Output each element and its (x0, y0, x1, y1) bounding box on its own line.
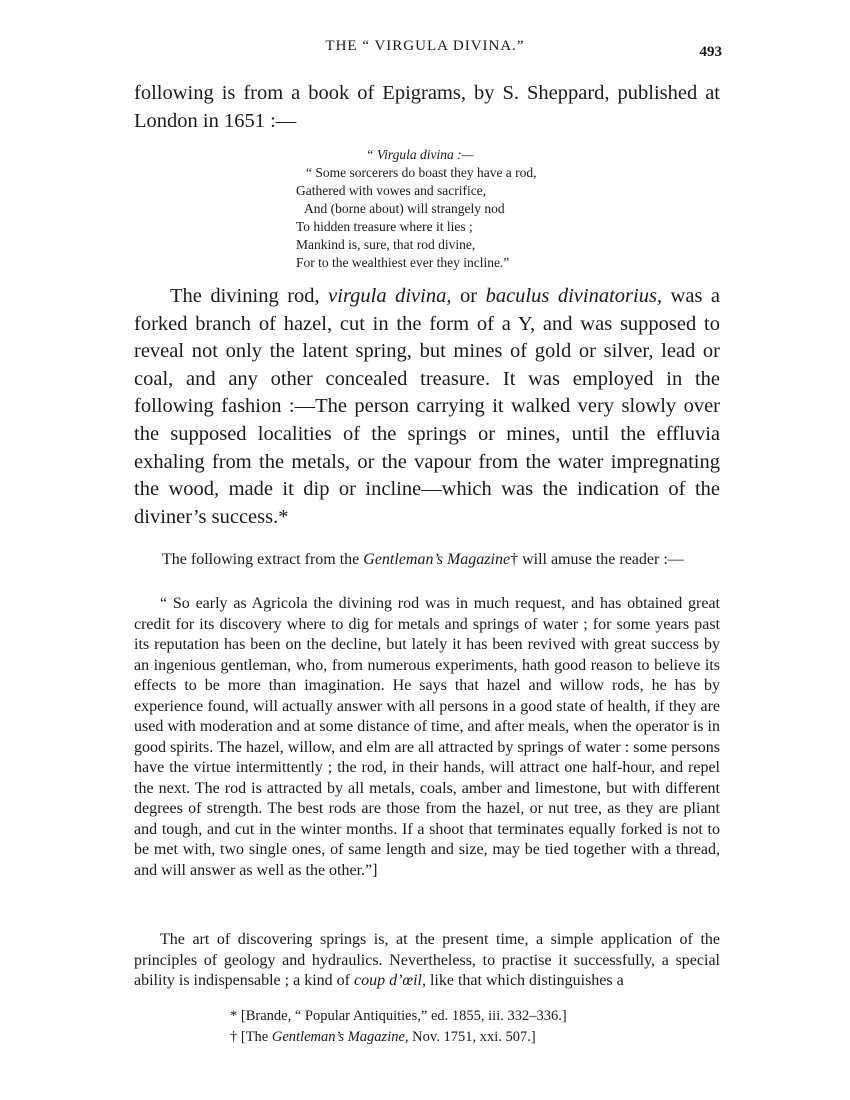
divining-rod-paragraph (134, 283, 720, 531)
extract-text: The following extract from the (162, 551, 364, 568)
intro-paragraph: following is from a book of Epigrams, by S. Sheppard, published at London in 1651 :— (134, 82, 720, 132)
divining-text: was a forked branch of hazel, cut in the form of a Y, and was supposed to reveal not only the latent spring, but mines of gold or silver, lead or coal, and any other concealed treasure. It was employed in the following fashion :—The person carrying it walked very slowly over the supposed localities of the springs or mines, until the effluvia exhaling from the metals, or the vapour from the water impregnating the wood, made it dip or incline—which was the indication of the diviner’s success.* (134, 285, 721, 528)
verse-line: Mankind is, sure, that rod divine, (296, 237, 476, 252)
french-phrase: coup d’œil, (353, 972, 426, 989)
extract-intro-paragraph (134, 550, 720, 571)
page-number: 493 (699, 44, 722, 60)
magazine-title: Gentleman’s Magazine, (271, 1029, 409, 1045)
footnotes (230, 1006, 730, 1048)
divining-text: or (451, 285, 486, 307)
epigram-verse (280, 146, 620, 272)
divining-text: The divining rod, (170, 285, 329, 307)
verse-heading: “ Virgula divina :— (366, 147, 474, 162)
footnote-1: * [Brande, “ Popular Antiquities,” ed. 1855, iii. 332–336.] (230, 1008, 567, 1024)
latin-term: baculus divinatorius, (485, 285, 663, 307)
art-text: like that which distinguishes a (425, 972, 624, 989)
latin-term: virgula divina, (328, 285, 452, 307)
magazine-title: Gentleman’s Magazine (363, 551, 511, 568)
art-text: The art of discovering springs is, at the present time, a simple application of the principles of geology and hydraulics. Nevertheless, to practise it successfully, a special ability is indispensable ; a kind of (134, 931, 720, 989)
extract-text: † will amuse the reader :— (510, 551, 684, 568)
footnote-2 (230, 1027, 730, 1048)
verse-line: For to the wealthiest ever they incline.” (296, 255, 510, 270)
verse-line: Gathered with vowes and sacrifice, (296, 183, 487, 198)
magazine-quote: “ So early as Agricola the divining rod was in much request, and has obtained great credit for its discovery where to dig for metals and springs of water ; for some years past its reputation has been on the decline, but lately it has been revived with great success by an ingenious gentleman, who, from numerous experiments, hath good reason to believe its effects to be more than imagination. He says that hazel and willow rods, he has by experience found, will actually answer with all persons in a good state of health, if they are used with moderation and at some distance of time, and after meals, when the operator is in good spirits. The hazel, willow, and elm are all attracted by springs of water : some persons have the virtue intermittently ; the rod, in their hands, will attract one half-hour, and repel the next. The rod is attracted by all metals, coals, amber and limestone, but with different degrees of strength. The best rods are those from the hazel, or nut tree, as they are pliant and tough, and cut in the winter months. If a shoot that terminates equally forked is not to be met with, two single ones, of same length and size, may be tied together with a thread, and will answer as well as the other.”] (134, 595, 720, 879)
footnote-text: Nov. 1751, xxi. 507.] (408, 1029, 536, 1045)
running-head: THE “ VIRGULA DIVINA.” (325, 38, 525, 54)
art-paragraph (134, 930, 720, 992)
verse-line: And (borne about) will strangely nod (304, 201, 505, 216)
verse-line: “ Some sorcerers do boast they have a rod, (306, 165, 537, 180)
footnote-text: † [The (230, 1029, 272, 1045)
verse-line: To hidden treasure where it lies ; (296, 219, 473, 234)
